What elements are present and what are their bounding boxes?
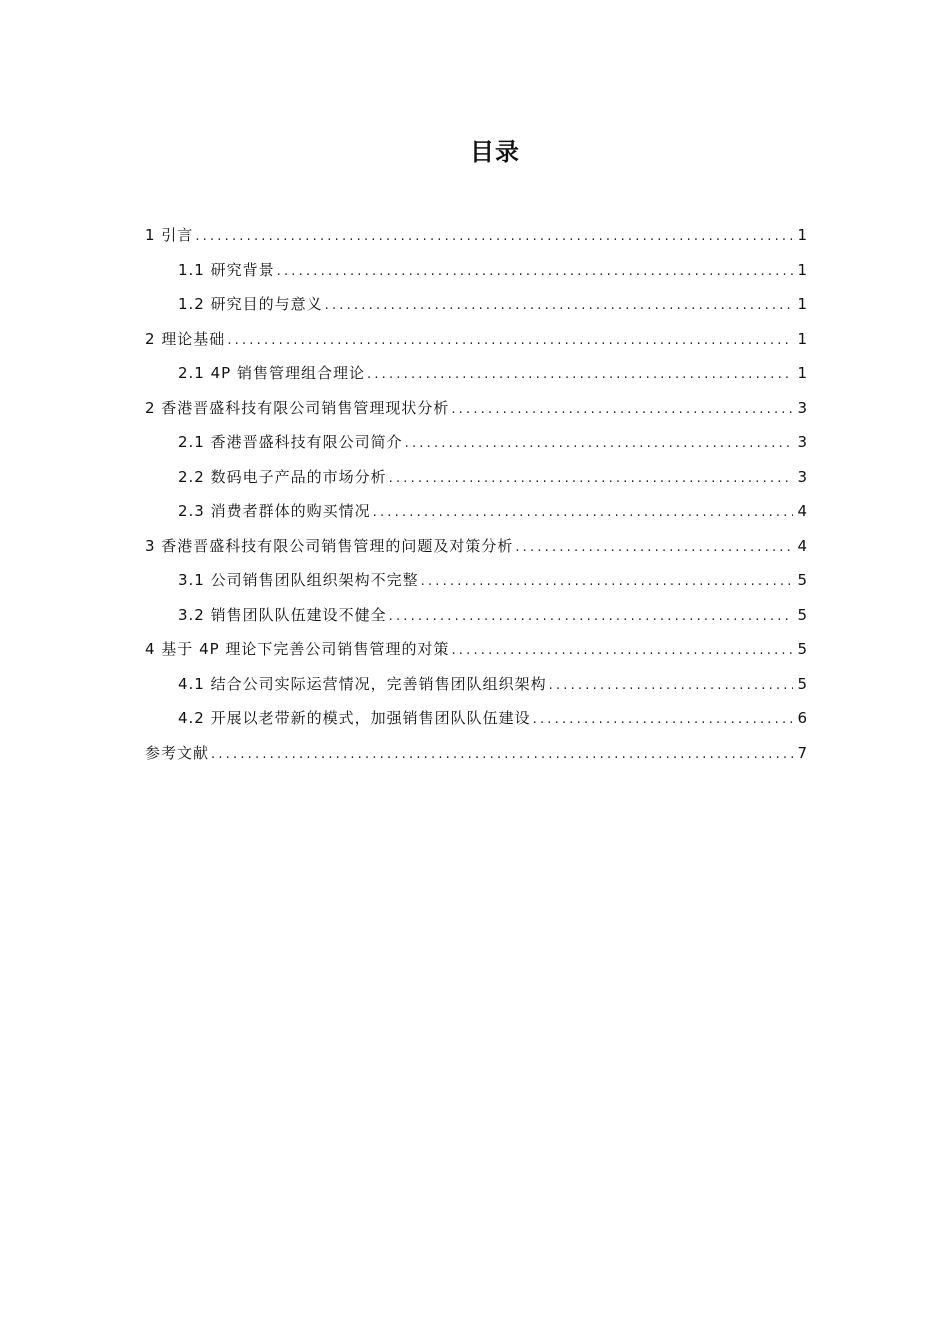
- toc-entry: [145, 292, 807, 327]
- toc-page-number: 3: [797, 467, 807, 486]
- toc-dot-leader: [389, 467, 793, 491]
- toc-entry-text: 3.2 销售团队队伍建设不健全: [178, 605, 387, 624]
- toc-dot-leader: [195, 225, 793, 249]
- toc-entry-text: 2.1 香港晋盛科技有限公司简介: [178, 433, 403, 451]
- toc-entry: [145, 568, 807, 603]
- toc-dot-leader: [515, 536, 793, 560]
- toc-entry: [145, 534, 807, 569]
- toc-entry: [145, 603, 807, 638]
- toc-entry-text: 2.1 4P 销售管理组合理论: [178, 364, 365, 382]
- toc-entry: [145, 637, 807, 672]
- toc-entry-text: 4 基于 4P 理论下完善公司销售管理的对策: [145, 640, 450, 658]
- toc-page-number: 3: [797, 398, 807, 417]
- toc-page-number: 5: [797, 571, 807, 589]
- toc-entry-text: 1 引言: [145, 226, 194, 244]
- toc-page-number: 1: [797, 226, 807, 244]
- toc-page-number: 4: [797, 536, 807, 555]
- toc-dot-leader: [277, 260, 793, 284]
- toc-entry-text: 2 理论基础: [145, 329, 226, 348]
- toc-entry-text: 3.1 公司销售团队组织架构不完整: [178, 571, 419, 589]
- toc-dot-leader: [533, 708, 793, 732]
- toc-dot-leader: [211, 743, 793, 767]
- toc-entry: [145, 327, 807, 362]
- toc-entry: [145, 361, 807, 396]
- toc-entry: [145, 706, 807, 741]
- toc-dot-leader: [325, 294, 793, 318]
- toc-dot-leader: [373, 501, 793, 525]
- toc-page-number: 1: [797, 295, 807, 313]
- toc-entry-text: 3 香港晋盛科技有限公司销售管理的问题及对策分析: [145, 536, 514, 555]
- toc-page-number: 5: [797, 640, 807, 658]
- toc-entry: [145, 430, 807, 465]
- toc-entry-text: 4.2 开展以老带新的模式，加强销售团队队伍建设: [178, 709, 531, 727]
- toc-entry: [145, 741, 807, 776]
- toc-dot-leader: [451, 398, 793, 422]
- toc-entry-text: 参考文献: [145, 743, 210, 762]
- toc-page-number: 5: [797, 605, 807, 624]
- toc-entry: [145, 396, 807, 431]
- toc-page-number: 4: [797, 502, 807, 520]
- toc-page-number: 7: [797, 743, 807, 762]
- toc-entry: [145, 258, 807, 293]
- toc-title: 目录: [470, 138, 520, 166]
- toc-entry-text: 1.2 研究目的与意义: [178, 295, 323, 313]
- toc-entry: [145, 672, 807, 707]
- toc-page-number: 5: [797, 674, 807, 693]
- toc-page-number: 6: [797, 709, 807, 727]
- toc-entry: [145, 465, 807, 500]
- toc-dot-leader: [549, 674, 793, 698]
- toc-list: [145, 223, 807, 775]
- toc-entry-text: 4.1 结合公司实际运营情况，完善销售团队组织架构: [178, 674, 547, 693]
- toc-page-number: 1: [797, 260, 807, 279]
- toc-dot-leader: [227, 329, 793, 353]
- toc-dot-leader: [421, 570, 793, 594]
- toc-page-number: 1: [797, 329, 807, 348]
- toc-entry-text: 1.1 研究背景: [178, 260, 275, 279]
- toc-entry-text: 2.3 消费者群体的购买情况: [178, 502, 371, 520]
- toc-page-number: 3: [797, 433, 807, 451]
- toc-page-number: 1: [797, 364, 807, 382]
- toc-entry-text: 2.2 数码电子产品的市场分析: [178, 467, 387, 486]
- toc-dot-leader: [389, 605, 793, 629]
- toc-dot-leader: [405, 432, 793, 456]
- toc-entry: [145, 499, 807, 534]
- toc-entry: [145, 223, 807, 258]
- toc-dot-leader: [451, 639, 793, 663]
- toc-entry-text: 2 香港晋盛科技有限公司销售管理现状分析: [145, 398, 450, 417]
- toc-dot-leader: [367, 363, 793, 387]
